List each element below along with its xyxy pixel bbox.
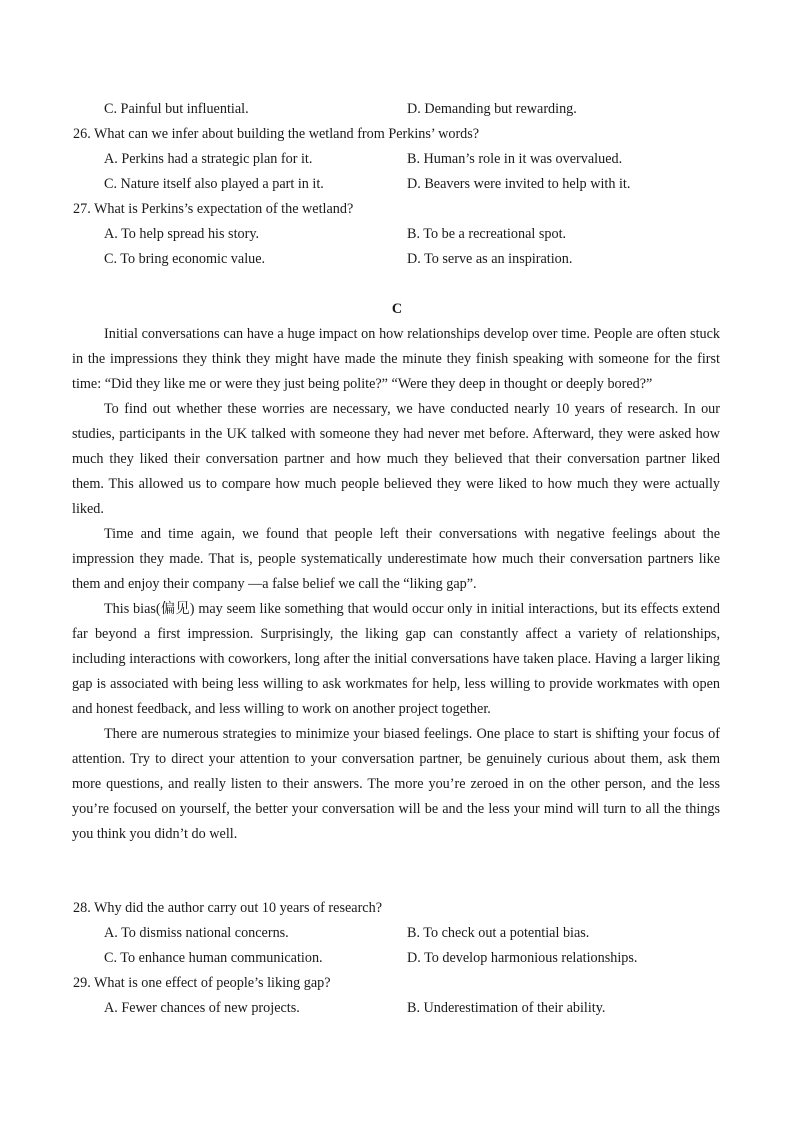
q26-option-a: A. Perkins had a strategic plan for it.	[104, 151, 313, 167]
q25-option-c: C. Painful but influential.	[104, 101, 249, 117]
q27-option-d: D. To serve as an inspiration.	[407, 251, 573, 267]
passage-paragraph-3: Time and time again, we found that people left their conversations with negative feelings about the impression they made. That is, people systematically underestimate how much their conversation partners like them and enjoy their company —a false belief we call the “liking gap”.	[72, 526, 720, 592]
q27-option-b: B. To be a recreational spot.	[407, 226, 567, 242]
q26-stem: 26. What can we infer about building the wetland from Perkins’ words?	[73, 126, 480, 142]
q29-option-b: B. Underestimation of their ability.	[407, 1000, 606, 1016]
q28-stem: 28. Why did the author carry out 10 years of research?	[73, 900, 382, 916]
q28-option-b: B. To check out a potential bias.	[407, 925, 590, 941]
passage-paragraph-1: Initial conversations can have a huge impact on how relationships develop over time. People are often stuck in the impressions they think they might have made the minute they finish speaking with someone for the first time: “Did they like me or were they just being polite?” “Were they deep in thought or deeply bored?”	[72, 326, 720, 392]
q27-option-c: C. To bring economic value.	[104, 251, 266, 267]
passage-paragraph-4: This bias(偏见) may seem like something that would occur only in initial interactions, but its effects extend far beyond a first impression. Surprisingly, the liking gap can constantly affect a variety of relationships, including interactions with coworkers, long after the initial conversations have taken place. Having a larger liking gap is associated with being less willing to ask workmates for help, less willing to provide workmates with open and honest feedback, and less willing to work on another project together.	[72, 601, 720, 717]
q29-stem: 29. What is one effect of people’s liking gap?	[73, 975, 331, 991]
q27-option-a: A. To help spread his story.	[104, 226, 260, 242]
q28-option-d: D. To develop harmonious relationships.	[407, 950, 638, 966]
q26-option-c: C. Nature itself also played a part in it.	[104, 176, 324, 192]
q29-option-a: A. Fewer chances of new projects.	[104, 1000, 300, 1016]
passage-paragraph-2: To find out whether these worries are necessary, we have conducted nearly 10 years of research. In our studies, participants in the UK talked with someone they had never met before. Afterward, they were asked how much they liked their conversation partner and how much they believed that their conversation partner liked them. This allowed us to compare how much people believed they were liked to how much they were actually liked.	[72, 401, 720, 517]
q27-stem: 27. What is Perkins’s expectation of the wetland?	[73, 201, 354, 217]
passage-paragraph-5: There are numerous strategies to minimize your biased feelings. One place to start is shifting your focus of attention. Try to direct your attention to your conversation partner, be genuinely curious about them, ask them more questions, and really listen to their answers. The more you’re zeroed in on the other person, and the less you’re focused on yourself, the better your conversation will be and the less your mind will turn to all the things you think you didn’t do well.	[72, 726, 720, 842]
q26-option-b: B. Human’s role in it was overvalued.	[407, 151, 623, 167]
reading-passage	[72, 322, 720, 847]
section-heading: C	[391, 301, 403, 317]
q26-option-d: D. Beavers were invited to help with it.	[407, 176, 631, 192]
q28-option-a: A. To dismiss national concerns.	[104, 925, 289, 941]
q28-option-c: C. To enhance human communication.	[104, 950, 323, 966]
q25-option-d: D. Demanding but rewarding.	[407, 101, 577, 117]
